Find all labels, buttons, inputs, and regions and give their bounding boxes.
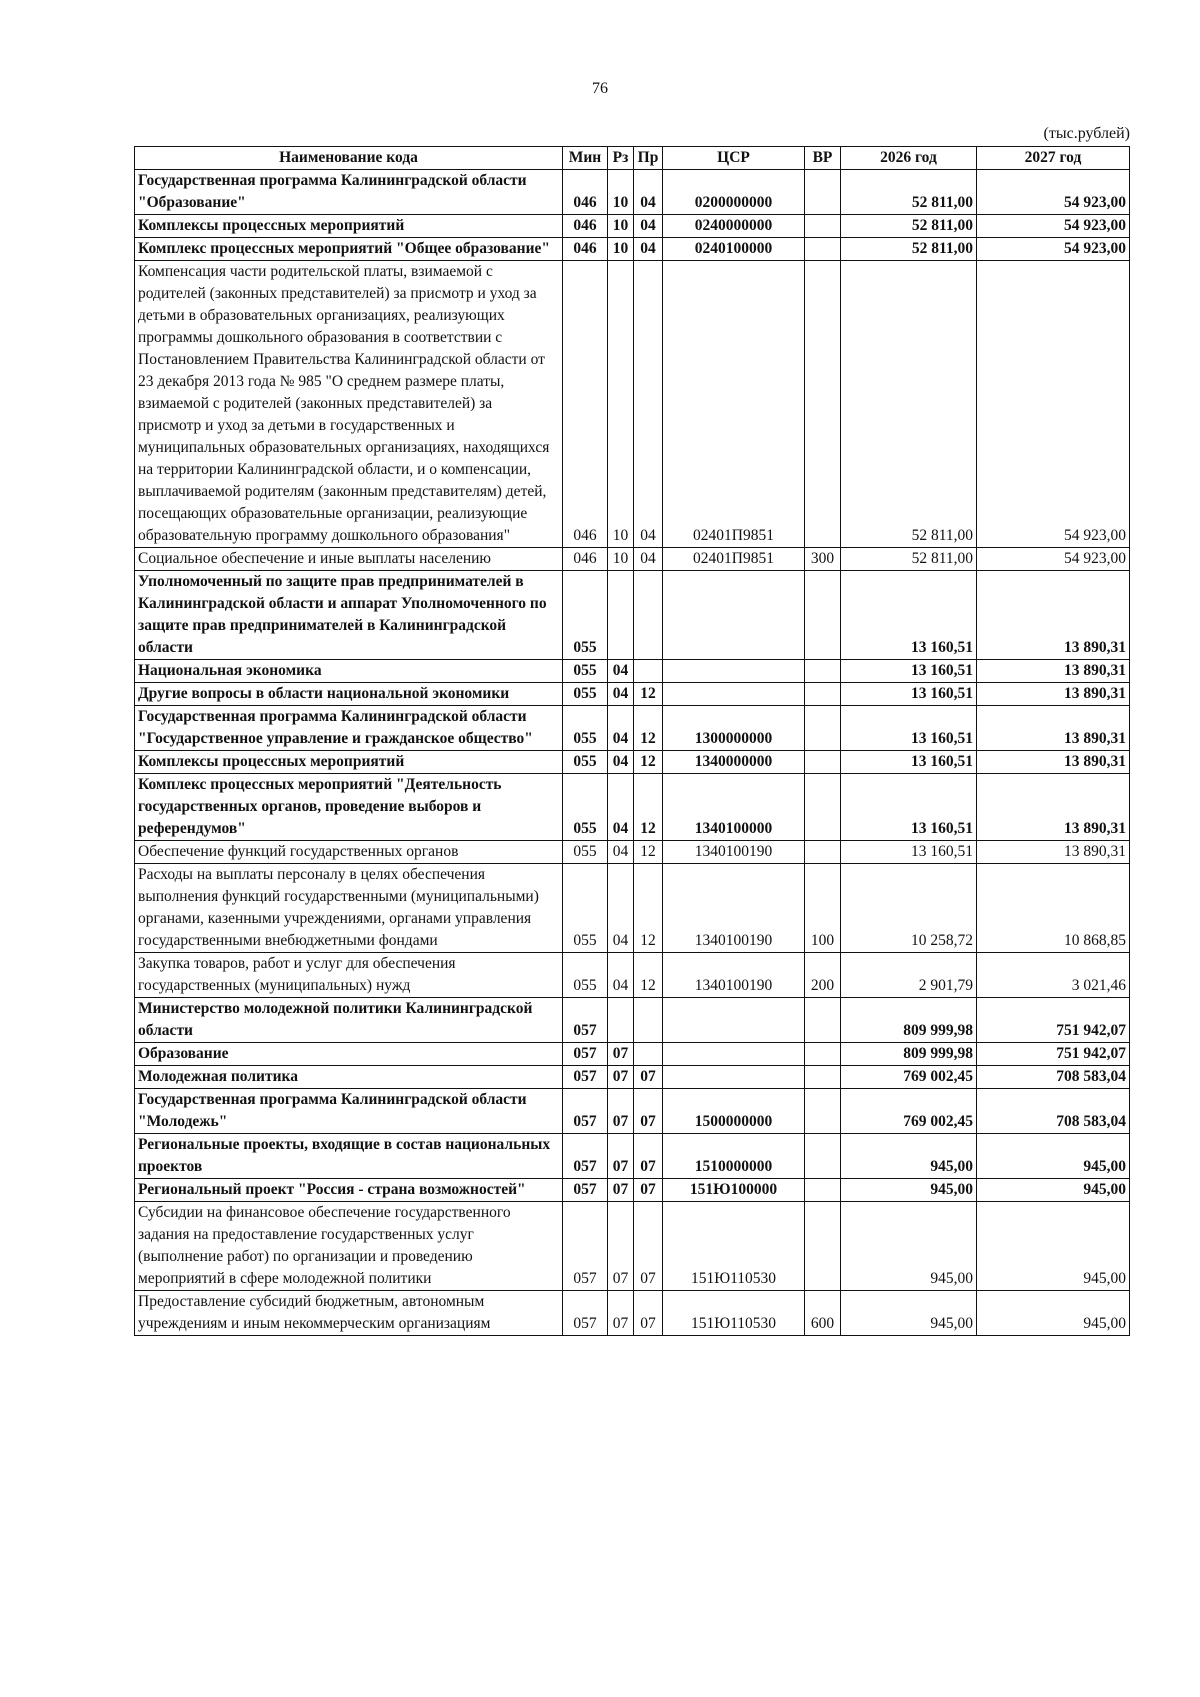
cell-rz: 04 xyxy=(608,864,634,953)
cell-2027: 13 890,31 xyxy=(977,751,1130,774)
table-row xyxy=(135,261,1130,548)
cell-csr xyxy=(663,660,805,683)
cell-2026: 13 160,51 xyxy=(841,660,977,683)
cell-name: Государственная программа Калининградской области "Государственное управление и гражданское общество" xyxy=(135,706,563,751)
cell-name: Министерство молодежной политики Калининградской области xyxy=(135,998,563,1043)
cell-pr: 07 xyxy=(634,1291,663,1336)
table-row xyxy=(135,238,1130,261)
cell-rz xyxy=(608,571,634,660)
cell-name: Национальная экономика xyxy=(135,660,563,683)
cell-min: 057 xyxy=(563,1202,608,1291)
cell-csr xyxy=(663,683,805,706)
cell-csr: 02401П9851 xyxy=(663,548,805,571)
cell-2027: 54 923,00 xyxy=(977,238,1130,261)
cell-rz: 07 xyxy=(608,1291,634,1336)
cell-2027: 945,00 xyxy=(977,1291,1130,1336)
header-rz: Рз xyxy=(608,147,634,170)
cell-pr: 04 xyxy=(634,548,663,571)
cell-pr: 07 xyxy=(634,1134,663,1179)
cell-csr: 151Ю100000 xyxy=(663,1179,805,1202)
cell-2027: 54 923,00 xyxy=(977,548,1130,571)
cell-rz: 04 xyxy=(608,774,634,841)
cell-min: 046 xyxy=(563,261,608,548)
cell-2026: 945,00 xyxy=(841,1179,977,1202)
cell-2026: 945,00 xyxy=(841,1202,977,1291)
cell-min: 055 xyxy=(563,660,608,683)
cell-csr: 0200000000 xyxy=(663,170,805,215)
cell-rz: 04 xyxy=(608,683,634,706)
cell-name: Другие вопросы в области национальной экономики xyxy=(135,683,563,706)
cell-min: 057 xyxy=(563,1134,608,1179)
cell-vr xyxy=(805,1134,841,1179)
cell-2026: 13 160,51 xyxy=(841,774,977,841)
page-number: 76 xyxy=(592,80,608,97)
cell-pr: 12 xyxy=(634,774,663,841)
cell-2026: 2 901,79 xyxy=(841,953,977,998)
cell-2026: 52 811,00 xyxy=(841,548,977,571)
table-row xyxy=(135,1291,1130,1336)
cell-vr xyxy=(805,1089,841,1134)
cell-pr: 12 xyxy=(634,706,663,751)
cell-rz: 07 xyxy=(608,1066,634,1089)
cell-2026: 13 160,51 xyxy=(841,683,977,706)
cell-min: 057 xyxy=(563,1179,608,1202)
cell-name: Государственная программа Калининградской области "Молодежь" xyxy=(135,1089,563,1134)
table-row xyxy=(135,864,1130,953)
table-row xyxy=(135,1202,1130,1291)
cell-pr: 04 xyxy=(634,215,663,238)
table-row xyxy=(135,683,1130,706)
cell-name: Расходы на выплаты персоналу в целях обеспечения выполнения функций государственными (муниципальными) органами, казенными учреждениями, органами управления государственными внебюджетными фондами xyxy=(135,864,563,953)
table-row xyxy=(135,215,1130,238)
cell-rz: 07 xyxy=(608,1089,634,1134)
cell-min: 057 xyxy=(563,998,608,1043)
cell-vr xyxy=(805,571,841,660)
cell-name: Субсидии на финансовое обеспечение государственного задания на предоставление государственных услуг (выполнение работ) по организации и проведению мероприятий в сфере молодежной политики xyxy=(135,1202,563,1291)
cell-min: 055 xyxy=(563,864,608,953)
budget-table xyxy=(134,146,1130,1336)
cell-pr: 07 xyxy=(634,1179,663,1202)
cell-csr xyxy=(663,571,805,660)
cell-2026: 10 258,72 xyxy=(841,864,977,953)
cell-2026: 52 811,00 xyxy=(841,238,977,261)
table-row xyxy=(135,774,1130,841)
header-min: Мин xyxy=(563,147,608,170)
cell-min: 057 xyxy=(563,1043,608,1066)
table-row xyxy=(135,998,1130,1043)
cell-csr: 1500000000 xyxy=(663,1089,805,1134)
cell-csr: 1340100000 xyxy=(663,774,805,841)
cell-csr: 151Ю110530 xyxy=(663,1202,805,1291)
cell-vr xyxy=(805,1066,841,1089)
cell-2027: 13 890,31 xyxy=(977,841,1130,864)
header-2027: 2027 год xyxy=(977,147,1130,170)
cell-name: Закупка товаров, работ и услуг для обеспечения государственных (муниципальных) нужд xyxy=(135,953,563,998)
cell-name: Уполномоченный по защите прав предпринимателей в Калининградской области и аппарат Уполномоченного по защите прав предпринимателей в Калининградской области xyxy=(135,571,563,660)
cell-2026: 52 811,00 xyxy=(841,170,977,215)
cell-min: 055 xyxy=(563,571,608,660)
cell-rz: 10 xyxy=(608,238,634,261)
cell-csr: 1300000000 xyxy=(663,706,805,751)
cell-2027: 13 890,31 xyxy=(977,683,1130,706)
cell-min: 055 xyxy=(563,774,608,841)
table-row xyxy=(135,841,1130,864)
cell-min: 057 xyxy=(563,1066,608,1089)
cell-pr: 07 xyxy=(634,1089,663,1134)
cell-2026: 945,00 xyxy=(841,1134,977,1179)
cell-vr xyxy=(805,841,841,864)
cell-rz: 07 xyxy=(608,1043,634,1066)
cell-2027: 13 890,31 xyxy=(977,774,1130,841)
cell-rz: 10 xyxy=(608,215,634,238)
cell-vr xyxy=(805,1202,841,1291)
cell-2026: 945,00 xyxy=(841,1291,977,1336)
cell-2027: 13 890,31 xyxy=(977,571,1130,660)
table-row xyxy=(135,1089,1130,1134)
header-name: Наименование кода xyxy=(135,147,563,170)
cell-pr: 12 xyxy=(634,953,663,998)
cell-name: Молодежная политика xyxy=(135,1066,563,1089)
cell-vr xyxy=(805,215,841,238)
cell-name: Государственная программа Калининградской области "Образование" xyxy=(135,170,563,215)
cell-vr xyxy=(805,774,841,841)
cell-pr: 04 xyxy=(634,170,663,215)
cell-rz: 10 xyxy=(608,170,634,215)
cell-pr: 12 xyxy=(634,864,663,953)
cell-name: Образование xyxy=(135,1043,563,1066)
cell-name: Компенсация части родительской платы, взимаемой с родителей (законных представителей) за присмотр и уход за детьми в образовательных организациях, реализующих программы дошкольного образования в соответствии с Постановлением Правительства Калининградской области от 23 декабря 2013 года № 985 "О среднем размере платы, взимаемой с родителей (законных представителей) за присмотр и уход за детьми в государственных и муниципальных образовательных организациях, находящихся на территории Калининградской области, и о компенсации, выплачиваемой родителям (законным представителям) детей, посещающих образовательные организации, реализующие образовательную программу дошкольного образования" xyxy=(135,261,563,548)
cell-2027: 54 923,00 xyxy=(977,170,1130,215)
cell-pr xyxy=(634,660,663,683)
cell-pr xyxy=(634,998,663,1043)
cell-rz: 04 xyxy=(608,706,634,751)
cell-min: 046 xyxy=(563,238,608,261)
units-label: (тыс.рублей) xyxy=(1043,125,1130,142)
cell-rz: 04 xyxy=(608,953,634,998)
cell-2026: 769 002,45 xyxy=(841,1066,977,1089)
cell-min: 046 xyxy=(563,170,608,215)
cell-csr: 1340100190 xyxy=(663,864,805,953)
cell-rz: 07 xyxy=(608,1179,634,1202)
header-pr: Пр xyxy=(634,147,663,170)
cell-rz: 04 xyxy=(608,660,634,683)
cell-name: Предоставление субсидий бюджетным, автономным учреждениям и иным некоммерческим организациям xyxy=(135,1291,563,1336)
cell-rz xyxy=(608,998,634,1043)
cell-pr xyxy=(634,1043,663,1066)
cell-csr: 1340100190 xyxy=(663,953,805,998)
header-csr: ЦСР xyxy=(663,147,805,170)
cell-csr xyxy=(663,998,805,1043)
cell-vr: 100 xyxy=(805,864,841,953)
cell-min: 046 xyxy=(563,215,608,238)
cell-csr: 1340100190 xyxy=(663,841,805,864)
cell-2026: 13 160,51 xyxy=(841,571,977,660)
cell-2027: 945,00 xyxy=(977,1179,1130,1202)
table-row xyxy=(135,706,1130,751)
header-2026: 2026 год xyxy=(841,147,977,170)
cell-csr: 02401П9851 xyxy=(663,261,805,548)
cell-rz: 10 xyxy=(608,548,634,571)
cell-rz: 07 xyxy=(608,1134,634,1179)
cell-pr: 07 xyxy=(634,1066,663,1089)
table-row xyxy=(135,1179,1130,1202)
table-row xyxy=(135,660,1130,683)
cell-min: 055 xyxy=(563,841,608,864)
cell-vr xyxy=(805,170,841,215)
cell-rz: 10 xyxy=(608,261,634,548)
cell-csr: 0240100000 xyxy=(663,238,805,261)
cell-2027: 3 021,46 xyxy=(977,953,1130,998)
cell-pr: 12 xyxy=(634,683,663,706)
cell-vr xyxy=(805,261,841,548)
cell-pr xyxy=(634,571,663,660)
table-header-row xyxy=(135,147,1130,170)
cell-vr xyxy=(805,1179,841,1202)
cell-2027: 13 890,31 xyxy=(977,706,1130,751)
cell-2026: 13 160,51 xyxy=(841,751,977,774)
cell-name: Социальное обеспечение и иные выплаты населению xyxy=(135,548,563,571)
cell-csr: 1510000000 xyxy=(663,1134,805,1179)
table-row xyxy=(135,571,1130,660)
cell-2026: 769 002,45 xyxy=(841,1089,977,1134)
cell-vr xyxy=(805,1043,841,1066)
cell-vr xyxy=(805,998,841,1043)
cell-pr: 07 xyxy=(634,1202,663,1291)
cell-vr xyxy=(805,683,841,706)
cell-min: 057 xyxy=(563,1291,608,1336)
cell-2027: 10 868,85 xyxy=(977,864,1130,953)
cell-csr: 1340000000 xyxy=(663,751,805,774)
cell-vr xyxy=(805,238,841,261)
cell-2026: 809 999,98 xyxy=(841,998,977,1043)
cell-name: Комплексы процессных мероприятий xyxy=(135,215,563,238)
cell-min: 055 xyxy=(563,953,608,998)
cell-2027: 708 583,04 xyxy=(977,1066,1130,1089)
cell-name: Региональный проект "Россия - страна возможностей" xyxy=(135,1179,563,1202)
cell-pr: 12 xyxy=(634,751,663,774)
table-row xyxy=(135,1043,1130,1066)
cell-2027: 13 890,31 xyxy=(977,660,1130,683)
cell-pr: 04 xyxy=(634,238,663,261)
cell-vr xyxy=(805,660,841,683)
cell-name: Комплекс процессных мероприятий "Общее образование" xyxy=(135,238,563,261)
cell-csr: 0240000000 xyxy=(663,215,805,238)
cell-2027: 708 583,04 xyxy=(977,1089,1130,1134)
cell-name: Региональные проекты, входящие в состав национальных проектов xyxy=(135,1134,563,1179)
cell-2027: 751 942,07 xyxy=(977,998,1130,1043)
cell-name: Комплекс процессных мероприятий "Деятельность государственных органов, проведение выборов и референдумов" xyxy=(135,774,563,841)
cell-min: 046 xyxy=(563,548,608,571)
table-row xyxy=(135,548,1130,571)
cell-vr xyxy=(805,751,841,774)
cell-csr: 151Ю110530 xyxy=(663,1291,805,1336)
cell-2027: 54 923,00 xyxy=(977,261,1130,548)
cell-name: Обеспечение функций государственных органов xyxy=(135,841,563,864)
cell-2026: 13 160,51 xyxy=(841,706,977,751)
table-row xyxy=(135,1066,1130,1089)
cell-min: 057 xyxy=(563,1089,608,1134)
cell-min: 055 xyxy=(563,751,608,774)
cell-2026: 52 811,00 xyxy=(841,215,977,238)
cell-2027: 751 942,07 xyxy=(977,1043,1130,1066)
cell-min: 055 xyxy=(563,706,608,751)
table-row xyxy=(135,170,1130,215)
cell-name: Комплексы процессных мероприятий xyxy=(135,751,563,774)
cell-2027: 945,00 xyxy=(977,1134,1130,1179)
header-vr: ВР xyxy=(805,147,841,170)
table-row xyxy=(135,1134,1130,1179)
cell-2026: 809 999,98 xyxy=(841,1043,977,1066)
cell-rz: 07 xyxy=(608,1202,634,1291)
cell-2027: 945,00 xyxy=(977,1202,1130,1291)
cell-vr: 300 xyxy=(805,548,841,571)
cell-vr: 600 xyxy=(805,1291,841,1336)
cell-csr xyxy=(663,1043,805,1066)
cell-vr xyxy=(805,706,841,751)
cell-2027: 54 923,00 xyxy=(977,215,1130,238)
cell-csr xyxy=(663,1066,805,1089)
cell-2026: 13 160,51 xyxy=(841,841,977,864)
table-body xyxy=(135,170,1130,1336)
cell-rz: 04 xyxy=(608,751,634,774)
cell-2026: 52 811,00 xyxy=(841,261,977,548)
cell-rz: 04 xyxy=(608,841,634,864)
cell-min: 055 xyxy=(563,683,608,706)
table-row xyxy=(135,751,1130,774)
cell-vr: 200 xyxy=(805,953,841,998)
table-row xyxy=(135,953,1130,998)
cell-pr: 12 xyxy=(634,841,663,864)
cell-pr: 04 xyxy=(634,261,663,548)
